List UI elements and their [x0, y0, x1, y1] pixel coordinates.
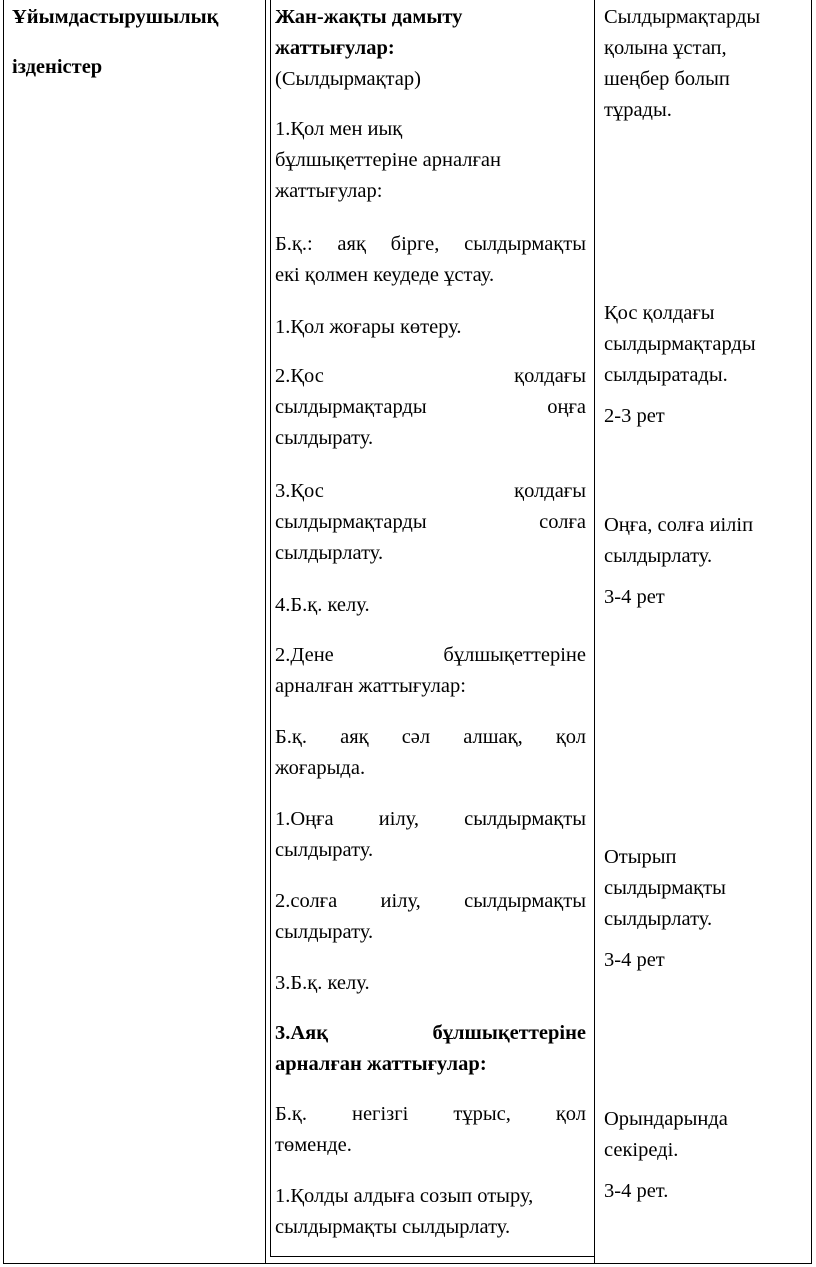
p13-line1: Б.қ. негізгі тұрыс, қол — [275, 1103, 586, 1125]
exercise-paragraph-9 — [275, 804, 586, 866]
heading-line1: Жан-жақты дамыту — [275, 6, 463, 28]
exercise-paragraph-14 — [275, 1181, 586, 1243]
note-3 — [604, 510, 805, 613]
note-2 — [604, 298, 805, 432]
n4-line2: сылдырмақты — [604, 877, 726, 899]
exercise-paragraph-13 — [275, 1099, 586, 1161]
p12-line2: арналған жаттығулар: — [275, 1053, 487, 1075]
p10-line2: сылдырату. — [275, 921, 374, 943]
p9-line1: 1.Оңға иілу, сылдырмақты — [275, 808, 586, 830]
p5-line3: сылдырлату. — [275, 542, 384, 564]
p1-line1: 1.Қол мен иық — [275, 118, 403, 140]
column-organizational — [4, 0, 265, 1263]
exercises-heading — [275, 2, 586, 95]
p7-line2: арналған жаттығулар: — [275, 675, 466, 697]
p10-line1: 2.солға иілу, сылдырмақты — [275, 890, 586, 912]
p12-line1: 3.Аяқ бұлшықеттеріне — [275, 1022, 586, 1044]
p14-line1: 1.Қолды алдыға созып отыру, — [275, 1185, 534, 1207]
n1-line4: тұрады. — [604, 99, 672, 121]
note-1 — [604, 2, 805, 126]
n5-line2: секіреді. — [604, 1139, 679, 1161]
p14-line2: сылдырмақты сылдырлату. — [275, 1216, 511, 1238]
exercise-paragraph-10 — [275, 886, 586, 948]
n1-line1: Сылдырмақтарды — [604, 6, 761, 28]
n1-line2: қолына ұстап, — [604, 37, 727, 59]
p13-line2: төменде. — [275, 1134, 352, 1156]
n1-line3: шеңбер болып — [604, 68, 730, 90]
p4-line1: 2.Қос қолдағы — [275, 365, 586, 387]
n2-line3: сылдыратады. — [604, 364, 728, 386]
p3-line1: 1.Қол жоғары көтеру. — [275, 316, 462, 338]
exercise-paragraph-6 — [275, 590, 586, 621]
p6-line1: 4.Б.қ. келу. — [275, 594, 370, 616]
exercise-paragraph-2 — [275, 229, 586, 291]
exercise-paragraph-1 — [275, 114, 586, 207]
note-5 — [604, 1104, 805, 1207]
n3-count: 3-4 рет — [604, 586, 665, 608]
n4-count: 3-4 рет — [604, 949, 665, 971]
exercise-paragraph-12 — [275, 1018, 586, 1080]
heading-line2: жаттығулар: — [275, 37, 395, 59]
p8-line1: Б.қ. аяқ сәл алшақ, қол — [275, 726, 586, 748]
exercise-paragraph-5 — [275, 476, 586, 569]
column-exercises — [265, 0, 595, 1263]
p9-line2: сылдырату. — [275, 839, 374, 861]
n5-line1: Орындарында — [604, 1108, 728, 1130]
p8-line2: жоғарыда. — [275, 757, 366, 779]
p2-line1: Б.қ.: аяқ бірге, сылдырмақты — [275, 233, 586, 255]
note-4 — [604, 842, 805, 976]
exercise-paragraph-7 — [275, 640, 586, 702]
n3-line1: Оңға, солға иіліп — [604, 514, 754, 536]
n4-line3: сылдырлату. — [604, 908, 713, 930]
n5-count: 3-4 рет. — [604, 1180, 669, 1202]
p4-line2: сылдырмақтарды оңға — [275, 396, 586, 418]
n2-line1: Қос қолдағы — [604, 302, 715, 324]
organizational-label-line2: ізденістер — [12, 56, 103, 78]
exercise-paragraph-8 — [275, 722, 586, 784]
n3-line2: сылдырлату. — [604, 545, 713, 567]
organizational-label-line1: Ұйымдастырушылық — [12, 6, 219, 28]
exercise-paragraph-11 — [275, 968, 586, 999]
n2-line2: сылдырмақтарды — [604, 333, 756, 355]
p5-line2: сылдырмақтарды солға — [275, 511, 586, 533]
p2-line2: екі қолмен кеудеде ұстау. — [275, 264, 495, 286]
n4-line1: Отырып — [604, 846, 677, 868]
exercise-table — [3, 0, 812, 1264]
n2-count: 2-3 рет — [604, 405, 665, 427]
exercise-paragraph-3 — [275, 312, 586, 343]
p1-line2: бұлшықеттеріне арналған — [275, 149, 501, 171]
p7-line1: 2.Дене бұлшықеттеріне — [275, 644, 586, 666]
p11-line1: 3.Б.қ. келу. — [275, 972, 370, 994]
p4-line3: сылдырату. — [275, 427, 374, 449]
p1-line3: жаттығулар: — [275, 180, 383, 202]
exercise-paragraph-4 — [275, 361, 586, 454]
p5-line1: 3.Қос қолдағы — [275, 480, 586, 502]
column-notes — [595, 0, 811, 1263]
heading-subtitle: (Сылдырмақтар) — [275, 68, 421, 90]
